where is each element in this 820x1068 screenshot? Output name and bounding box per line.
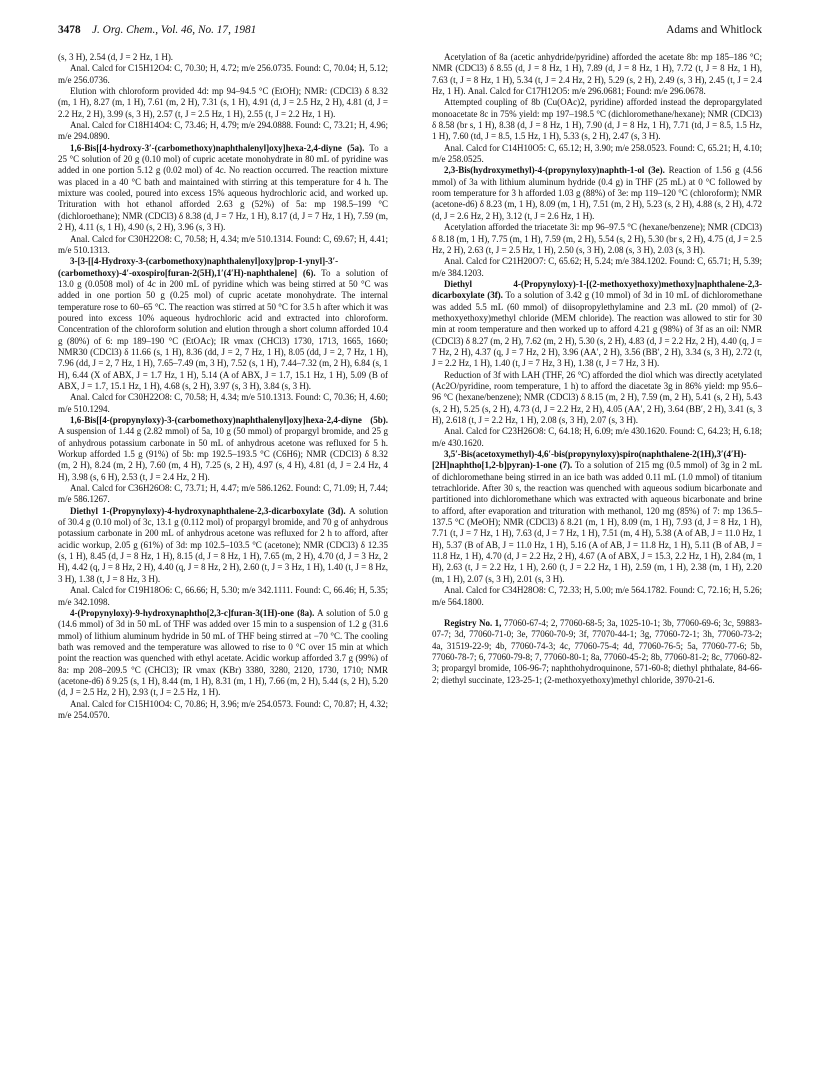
paragraph [432, 256, 762, 279]
paragraph [432, 426, 762, 449]
paragraph [58, 608, 388, 699]
paragraph-text: A solution of 30.4 g (0.10 mol) of 3c, 13.1 g (0.112 mol) of propargyl bromide, and 70 g of anhydrous potassium carbonate in 200 mL of anhydrous acetone was refluxed for 2 h to afford, after acidic workup, 2.05 g (61%) of 3d: mp 102.5–103.5 °C (acetone); NMR (CDCl3) δ 12.35 (s, 1 H), 8.45 (d, J = 8 Hz, 1 H), 8.15 (d, J = 8 Hz, 1 H), 7.65 (m, 2 H), 4.70 (d, J = 3 Hz, 2 H), 4.42 (q, J = 8 Hz, 2 H), 4.40 (q, J = 8 Hz, 2 H), 2.60 (t, J = 3 Hz, 1 H), 1.40 (t, J = 8 Hz, 3 H), 1.38 (t, J = 8 Hz, 3 H). [58, 505, 388, 584]
paragraph-text: Anal. Calcd for C18H14O4: C, 73.46; H, 4.79; m/e 294.0888. Found: C, 73.21; H, 4.96; m/e 294.0890. [58, 120, 388, 142]
paragraph [58, 506, 388, 585]
paragraph-text: A solution of 5.0 g (14.6 mmol) of 3d in 50 mL of THF was added over 15 min to a suspension of 1.2 g (31.6 mmol) of lithium aluminum hydride in 50 mL of THF being stirred at −70 °C. The cooling bath was removed and the temperature was allowed to rise to 0 °C over 15 min at which point the reaction was quenched with ethyl acetate. Acidic workup afforded 3.7 g (99%) of 8a: mp 208–209.5 °C (CHCl3); IR νmax (KBr) 3380, 3280, 2120, 1730, 1710; NMR (acetone-d6) δ 9.25 (s, 1 H), 8.44 (m, 1 H), 8.31 (m, 1 H), 7.66 (m, 2 H), 5.44 (s, 2 H), 5.20 (d, J = 2.5 Hz, 2 H), 2.93 (t, J = 2.5 Hz, 1 H). [58, 607, 388, 698]
paragraph-text: Elution with chloroform provided 4d: mp 94–94.5 °C (EtOH); NMR: (CDCl3) δ 8.32 (m, 1 H), 8.27 (m, 1 H), 7.61 (m, 2 H), 7.31 (s, 1 H), 4.91 (d, J = 2.5 Hz, 2 H), 4.81 (d, J = 2.2 Hz, 2 H), 3.99 (s, 3 H), 2.57 (t, J = 2.5 Hz, 1 H), 2.55 (t, J = 2.2 Hz, 1 H). [58, 86, 388, 119]
paragraph-text: Reaction of 1.56 g (4.56 mmol) of 3a with lithium aluminum hydride (0.4 g) in THF (25 mL) at 0 °C followed by room temperature for 3 h afforded 1.03 g (88%) of 3e: mp 119–120 °C (chloroform); NMR (acetone-d6) δ 8.23 (m, 1 H), 8.09 (m, 1 H), 7.51 (m, 2 H), 5.23 (s, 2 H), 4.88 (s, 2 H), 4.72 (d, J = 2.6 Hz, 2 H), 3.12 (t, J = 2.6 Hz, 1 H). [432, 165, 762, 221]
paragraph-text: Attempted coupling of 8b (Cu(OAc)2, pyridine) afforded instead the depropargylated monoacetate 8c in 75% yield: mp 197–198.5 °C (dichloromethane/hexane); NMR (CDCl3) δ 8.58 (br s, 1 H), 8.38 (d, J = 8 Hz, 1 H), 7.90 (d, J = 8 Hz, 1 H), 7.71 (td, J = 8.5, 1.5 Hz, 1 H), 7.60 (td, J = 8.5, 1.5 Hz, 1 H), 5.33 (s, 2 H), 2.47 (s, 3 H). [432, 97, 762, 142]
paragraph [432, 585, 762, 608]
paragraph-text: Anal. Calcd for C19H18O6: C, 66.66; H, 5.30; m/e 342.1111. Found: C, 66.46; H, 5.35; m/e 342.1098. [58, 585, 388, 607]
paragraph [432, 97, 762, 142]
paragraph-text: Anal. Calcd for C23H26O8: C, 64.18; H, 6.09; m/e 430.1620. Found: C, 64.23; H, 6.18; m/e 430.1620. [432, 426, 762, 448]
paragraph [432, 52, 762, 97]
paragraph [58, 256, 388, 392]
paragraph [58, 483, 388, 506]
paragraph-heading: 1,6-Bis[[4-hydroxy-3′-(carbomethoxy)naphthalenyl]oxy]hexa-2,4-diyne (5a). [70, 142, 365, 153]
page-header [58, 24, 762, 40]
paragraph-heading: 1,6-Bis[[4-(propynyloxy)-3-(carbomethoxy)naphthalenyl]oxy]hexa-2,4-diyne (5b). [70, 415, 388, 425]
paragraph [58, 415, 388, 483]
paragraph-text: A suspension of 1.44 g (2.82 mmol) of 5a, 10 g (50 mmol) of propargyl bromide, and 25 g of anhydrous potassium carbonate in 50 mL of anhydrous acetone was refluxed for 5 h. Workup afforded 1.5 g (91%) of 5b: mp 192.5–193.5 °C (C6H6); NMR (CDCl3) δ 8.32 (m, 2 H), 8.24 (m, 2 H), 7.60 (m, 4 H), 7.25 (s, 2 H), 4.97 (s, 4 H), 4.81 (d, J = 2.4 Hz, 4 H), 3.98 (s, 6 H), 2.53 (t, J = 2.4 Hz, 2 H). [58, 426, 388, 482]
paragraph [432, 165, 762, 222]
paragraph-text: To a solution of 215 mg (0.5 mmol) of 3g in 2 mL of dichloromethane being stirred in an ice bath was added 0.11 mL (1.0 mmol) of titanium tetrachloride. After 30 s, the reaction was quenched with aqueous sodium bicarbonate and partitioned into dichloromethane which was extracted with aqueous bicarbonate and brine to afford, after evaporation and trituration with methanol, 120 mg (85%) of 7: mp 136.5–137.5 °C (MeOH); NMR (CDCl3) δ 8.21 (m, 1 H), 8.09 (m, 1 H), 7.93 (d, J = 8 Hz, 1 H), 7.71 (t, J = 7 Hz, 1 H), 7.63 (d, J = 7 Hz, 1 H), 7.51 (m, 4 H), 5.38 (A of AB, J = 11.0 Hz, 1 H), 5.37 (B of AB, J = 11.0 Hz, 1 H), 5.16 (A of AB, J = 11.8 Hz, 1 H), 5.11 (B of AB, J = 11.8 Hz, 1 H), 4.70 (d, J = 2.2 Hz, 2 H), 4.67 (A of ABX, J = 15.3, 2.2 Hz, 1 H), 2.84 (m, 1 H), 2.63 (t, J = 2.2 Hz, 1 H), 2.60 (t, J = 2.2 Hz, 1 H), 2.59 (m, 1 H), 2.38 (m, 1 H), 2.20 (m, 1 H), 2.07 (s, 3 H), 2.01 (s, 3 H). [432, 460, 762, 584]
paragraph [58, 234, 388, 257]
paragraph [58, 699, 388, 722]
paragraph-text: To a solution of 13.0 g (0.0508 mol) of 4c in 200 mL of pyridine which was being stirred at 50 °C was added in one portion 50 g (0.25 mol) of cupric acetate monohydrate. The internal temperature rose to 60–65 °C. The reaction was stirred at 50 °C for 3.5 h after which it was poured into excess 10% aqueous hydrochloric acid and extracted into chloroform. Concentration of the chloroform solution and elution through a short column afforded 10.4 g (80%) of 6: mp 189–190 °C (EtOAc); IR νmax (CHCl3) 1730, 1713, 1665, 1660; NMR30 (CDCl3) δ 11.66 (s, 1 H), 8.36 (dd, J = 2, 7 Hz, 1 H), 8.05 (dd, J = 2, 7 Hz, 1 H), 7.96 (dd, J = 2, 7 Hz, 1 H), 7.65–7.49 (m, 3 H), 7.52 (s, 1 H), 7.44–7.32 (m, 2 H), 6.84 (s, 1 H), 6.44 (X of ABX, J = 1.7 Hz, 1 H), 5.14 (A of ABX, J = 1.7, 15.1 Hz, 1 H), 5.09 (B of ABX, J = 1.7, 15.1 Hz, 1 H), 4.68 (s, 2 H), 3.97 (s, 3 H), 3.84 (s, 3 H). [58, 267, 388, 391]
paragraph [432, 143, 762, 166]
paragraph [58, 52, 388, 63]
paragraph [432, 222, 762, 256]
paragraph [58, 585, 388, 608]
paragraph-text: Reduction of 3f with LAH (THF, 26 °C) afforded the diol which was directly acetylated (Ac2O/pyridine, room temperature, 1 h) to afford the diacetate 3g in 86% yield: mp 95.6–96 °C (hexane/benzene); NMR (CDCl3) δ 8.15 (m, 2 H), 7.59 (m, 2 H), 5.41 (s, 2 H), 5.43 (s, 2 H), 5.25 (s, 2 H), 4.73 (d, J = 2.2 Hz, 2 H), 4.05 (AA′, 2 H), 3.64 (BB′, 2 H), 3.41 (s, 3 H), 2.618 (t, J = 2.2 Hz, 1 H), 2.08 (s, 3 H), 2.07 (s, 3 H). [432, 369, 762, 425]
paragraph-heading: 2,3-Bis(hydroxymethyl)-4-(propynyloxy)naphth-1-ol (3e). [444, 165, 665, 176]
paragraph [432, 449, 762, 585]
paragraph-text: To a solution of 3.42 g (10 mmol) of 3d in 10 mL of dichloromethane was added 5.5 mL (60 mmol) of diisopropylethylamine and 2.3 mL (20 mmol) of (2-methoxyethoxy)methyl chloride (MEM chloride). The reaction was allowed to stir for 30 min at room temperature and then worked up to afford 4.21 g (98%) of 3f as an oil: NMR (CDCl3) δ 8.27 (m, 2 H), 7.62 (m, 2 H), 5.30 (s, 2 H), 4.83 (d, J = 2.2 Hz, 2 H), 4.40 (q, J = 7 Hz, 2 H), 4.37 (q, J = 7 Hz, 2 H), 3.96 (AA′, 2 H), 3.56 (BB′, 2 H), 3.34 (s, 3 H), 2.72 (t, J = 2.2 Hz, 1 H), 1.40 (t, J = 7 Hz, 3 H), 1.38 (t, J = 7 Hz, 3 H). [432, 290, 762, 369]
paragraph-text: Anal. Calcd for C14H10O5: C, 65.12; H, 3.90; m/e 258.0523. Found: C, 65.21; H, 4.10; m/e 258.0525. [432, 142, 762, 165]
paragraph [58, 63, 388, 86]
paragraph-text: Acetylation of 8a (acetic anhydride/pyridine) afforded the acetate 8b: mp 185–186 °C; NMR (CDCl3) δ 8.55 (d, J = 8 Hz, 1 H), 7.89 (d, J = 8 Hz, 1 H), 7.72 (t, J = 8 Hz, 1 H), 7.63 (t, J = 8 Hz, 1 H), 5.34 (t, J = 2.4 Hz, 2 H), 5.29 (s, 2 H), 2.49 (s, 3 H), 2.45 (t, J = 2.4 Hz, 1 H). Anal. Calcd for C17H12O5: m/e 296.0681; Found: m/e 296.0678. [432, 52, 762, 97]
paragraph-text: Anal. Calcd for C36H26O8: C, 73.71; H, 4.47; m/e 586.1262. Found: C, 71.09; H, 7.44; m/e 586.1267. [58, 483, 388, 505]
paragraph-heading: 4-(Propynyloxy)-9-hydroxynaphtho[2,3-c]furan-3(1H)-one (8a). [70, 607, 315, 618]
journal-citation: J. Org. Chem., Vol. 46, No. 17, 1981 [92, 24, 257, 36]
paragraph-text: Anal. Calcd for C15H10O4: C, 70.86; H, 3.96; m/e 254.0573. Found: C, 70.87; H, 4.32; m/e 254.0570. [58, 698, 388, 720]
paragraph [58, 86, 388, 120]
paragraph-text: Anal. Calcd for C30H22O8: C, 70.58; H, 4.34; m/e 510.1313. Found: C, 70.36; H, 4.60; m/e 510.1294. [58, 392, 388, 414]
paragraph-heading: 3-[3-[[4-Hydroxy-3-(carbomethoxy)naphthalenyl]oxy]prop-1-ynyl]-3′-(carbomethoxy)-4′-oxospiro[furan-2(5H),1′(4′H)-naphthalene] (6). [58, 256, 339, 278]
paragraph-heading: Diethyl 1-(Propynyloxy)-4-hydroxynaphthalene-2,3-dicarboxylate (3d). [70, 505, 346, 516]
running-authors: Adams and Whitlock [666, 24, 762, 36]
paragraph [58, 120, 388, 143]
paragraph-text: Anal. Calcd for C30H22O8: C, 70.58; H, 4.34; m/e 510.1314. Found: C, 69.67; H, 4.41; m/e 510.1313. [58, 233, 388, 255]
paragraph [58, 143, 388, 234]
paragraph-heading: Registry No. 1, [444, 617, 502, 628]
left-column [58, 52, 388, 721]
right-column [432, 52, 762, 686]
paragraph-text: To a 25 °C solution of 20 g (0.10 mol) of cupric acetate monohydrate in 80 mL of pyridine was added in one portion 5.12 g (0.02 mol) of 4c. No reaction occurred. The reaction mixture was placed in a 40 °C bath and maintained with stirring at this temperature for 4 h. The mixture was cooled, poured into excess 15% aqueous hydrochloric acid, and worked up. Trituration with hot ethanol afforded 2.63 g (52%) of 5a: mp 198.5–199 °C (dichloroethane); NMR (CDCl3) δ 8.38 (d, J = 7 Hz, 1 H), 8.17 (d, J = 7 Hz, 1 H), 7.59 (m, 2 H), 4.11 (s, 1 H), 4.90 (s, 2 H), 3.96 (s, 3 H). [58, 142, 389, 233]
paragraph-text: Acetylation afforded the triacetate 3i: mp 96–97.5 °C (hexane/benzene); NMR (CDCl3) δ 8.18 (m, 1 H), 7.75 (m, 1 H), 7.59 (m, 2 H), 5.54 (s, 2 H), 5.30 (br s, 2 H), 4.75 (d, J = 2.5 Hz, 2 H), 2.63 (t, J = 2.5 Hz, 1 H), 2.50 (s, 3 H), 2.08 (s, 3 H), 2.03 (s, 3 H). [432, 222, 762, 255]
paragraph-text: Anal. Calcd for C21H20O7: C, 65.62; H, 5.24; m/e 384.1202. Found: C, 65.71; H, 5.39; m/e 384.1203. [432, 256, 762, 278]
paragraph [432, 618, 762, 686]
paragraph-heading: Diethyl 4-(Propynyloxy)-1-[(2-methoxyethoxy)methoxy]naphthalene-2,3-dicarboxylate (3f). [432, 278, 762, 301]
paragraph-text: 77060-67-4; 2, 77060-68-5; 3a, 1025-10-1; 3b, 77060-69-6; 3c, 59883-07-7; 3d, 77060-71-0; 3e, 77060-70-9; 3f, 77070-44-1; 3g, 77060-72-1; 3h, 77060-73-2; 4a, 31519-22-9; 4b, 77060-74-3; 4c, 77060-75-4; 4d, 77060-76-5; 5a, 77060-77-6; 5b, 77060-78-7; 6, 77060-79-8; 7, 77060-80-1; 8a, 77060-45-2; 8b, 77060-81-2; 8c, 77060-82-3; propargyl bromide, 106-96-7; naphthohydroquinone, 571-60-8; diethyl phthalate, 84-66-2; diethyl succinate, 123-25-1; (2-methoxyethoxy)methyl chloride, 3970-21-6. [432, 617, 762, 685]
paragraph [432, 279, 762, 370]
paragraph [432, 370, 762, 427]
paragraph-text: (s, 3 H), 2.54 (d, J = 2 Hz, 1 H). [58, 52, 174, 62]
paragraph-text: Anal. Calcd for C15H12O4: C, 70.30; H, 4.72; m/e 256.0735. Found: C, 70.04; H, 5.12; m/e 256.0736. [58, 63, 388, 85]
page-number: 3478 [58, 24, 81, 36]
paragraph [58, 392, 388, 415]
paragraph-heading: 3,5′-Bis(acetoxymethyl)-4,6′-bis(propynyloxy)spiro(naphthalene-2(1H),3′(4′H)-[2H]naphtho[1,2-b]pyran)-1-one (7). [432, 449, 747, 471]
paragraph-text: Anal. Calcd for C34H28O8: C, 72.33; H, 5.00; m/e 564.1782. Found: C, 72.16; H, 5.26; m/e 564.1800. [432, 585, 762, 607]
